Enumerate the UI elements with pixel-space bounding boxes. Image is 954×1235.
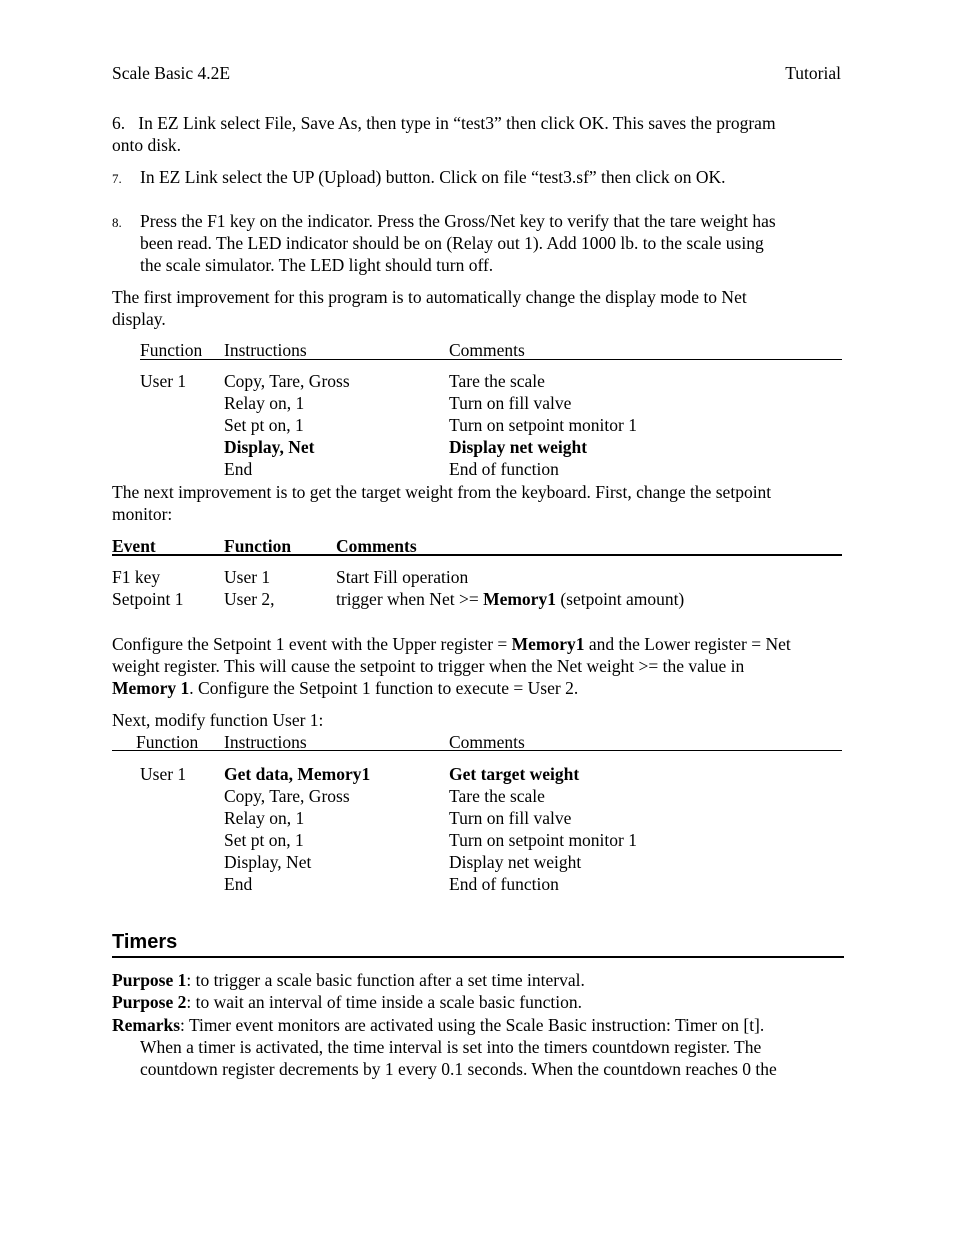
para3-line1 [112, 633, 791, 655]
table3-header-rule [112, 750, 842, 751]
header-left: Scale Basic 4.2E [112, 63, 231, 83]
table3-comment-5: Display net weight [449, 852, 582, 872]
step-8-line1: Press the F1 key on the indicator. Press the Gross/Net key to verify that the tare weight has [140, 211, 776, 231]
table3-comment-2: Tare the scale [449, 786, 545, 806]
table3-comment-3: Turn on fill valve [449, 808, 572, 828]
step-number: 6. [112, 113, 126, 133]
step-6 [112, 112, 776, 134]
table1-comment-1: Tare the scale [449, 371, 545, 391]
table2-header-function: Function [224, 536, 292, 556]
comment-bold-text: Memory1 [483, 589, 556, 609]
table3-instr-1: Get data, Memory1 [224, 764, 371, 784]
purpose-1-text: : to trigger a scale basic function after a set time interval. [186, 970, 585, 990]
section-heading-timers: Timers [112, 931, 178, 953]
table1-comment-2: Turn on fill valve [449, 393, 572, 413]
table1-instr-4: Display, Net [224, 437, 315, 457]
table1-instr-1: Copy, Tare, Gross [224, 371, 350, 391]
table1-instr-5: End [224, 459, 253, 479]
table2-event-2: Setpoint 1 [112, 589, 184, 609]
table3-instr-3: Relay on, 1 [224, 808, 305, 828]
table2-comment-1: Start Fill operation [336, 567, 469, 587]
remarks-text: : Timer event monitors are activated using the Scale Basic instruction: Timer on [t]. [180, 1015, 765, 1035]
table2-comment-2 [336, 588, 684, 610]
step-7-text: In EZ Link select the UP (Upload) button. Click on file “test3.sf” then click on OK. [140, 167, 726, 187]
para1-line1: The first improvement for this program is to automatically change the display mode to Net [112, 287, 747, 307]
step-7-number: 7. [112, 171, 122, 186]
table1-comment-4: Display net weight [449, 437, 588, 457]
remarks [112, 1014, 764, 1036]
table3-comment-1: Get target weight [449, 764, 580, 784]
table3-instr-6: End [224, 874, 253, 894]
comment-text: (setpoint amount) [555, 589, 685, 609]
para3-bold-text: Memory 1 [112, 678, 190, 698]
table2-function-2: User 2, [224, 589, 275, 609]
table1-function: User 1 [140, 371, 187, 391]
table2-event-1: F1 key [112, 567, 161, 587]
table3-header-comments: Comments [449, 732, 525, 752]
table1-instr-2: Relay on, 1 [224, 393, 305, 413]
table1-instr-3: Set pt on, 1 [224, 415, 304, 435]
purpose-1-label: Purpose 1 [112, 970, 187, 990]
table3-instr-4: Set pt on, 1 [224, 830, 304, 850]
remarks-line2: When a timer is activated, the time interval is set into the timers countdown register. The [140, 1037, 762, 1057]
table3-header-function: Function [136, 732, 199, 752]
purpose-2 [112, 991, 582, 1013]
table1-comment-3: Turn on setpoint monitor 1 [449, 415, 637, 435]
purpose-1 [112, 969, 585, 991]
table1-comment-5: End of function [449, 459, 559, 479]
purpose-2-label: Purpose 2 [112, 992, 187, 1012]
para3-text: and the Lower register = Net [584, 634, 791, 654]
purpose-2-text: : to wait an interval of time inside a scale basic function. [186, 992, 582, 1012]
step-8-line2: been read. The LED indicator should be on (Relay out 1). Add 1000 lb. to the scale using [140, 233, 764, 253]
step-8-line3: the scale simulator. The LED light should turn off. [140, 255, 494, 275]
table1-header-instructions: Instructions [224, 340, 307, 360]
para2-line1: The next improvement is to get the target weight from the keyboard. First, change the setpoint [112, 482, 772, 502]
para3-text: . Configure the Setpoint 1 function to execute = User 2. [189, 678, 579, 698]
step-8-number: 8. [112, 215, 122, 230]
table1-header-function: Function [140, 340, 203, 360]
remarks-line3: countdown register decrements by 1 every 0.1 seconds. When the countdown reaches 0 the [140, 1059, 777, 1079]
para3-text: Configure the Setpoint 1 event with the Upper register = [112, 634, 512, 654]
table3-header-instructions: Instructions [224, 732, 307, 752]
table3-instr-5: Display, Net [224, 852, 312, 872]
table3-comment-4: Turn on setpoint monitor 1 [449, 830, 637, 850]
table2-header-event: Event [112, 536, 156, 556]
table3-instr-2: Copy, Tare, Gross [224, 786, 350, 806]
table1-header-rule [140, 359, 842, 360]
para4: Next, modify function User 1: [112, 710, 324, 730]
table1-header-comments: Comments [449, 340, 525, 360]
para3-line3 [112, 677, 578, 699]
para2-line2: monitor: [112, 504, 173, 524]
table3-comment-6: End of function [449, 874, 559, 894]
para3-line2: weight register. This will cause the setpoint to trigger when the Net weight >= the value in [112, 656, 745, 676]
table2-function-1: User 1 [224, 567, 271, 587]
remarks-label: Remarks [112, 1015, 181, 1035]
comment-text: trigger when Net >= [336, 589, 484, 609]
para1-line2: display. [112, 309, 166, 329]
step-6-line2: onto disk. [112, 135, 182, 155]
table2-header-rule [112, 554, 842, 556]
table3-function: User 1 [140, 764, 187, 784]
section-heading-rule [112, 956, 844, 958]
header-right: Tutorial [785, 63, 841, 83]
table2-header-comments: Comments [336, 536, 417, 556]
step-text: In EZ Link select File, Save As, then type in “test3” then click OK. This saves the program [138, 113, 776, 133]
para3-bold-text: Memory1 [511, 634, 585, 654]
